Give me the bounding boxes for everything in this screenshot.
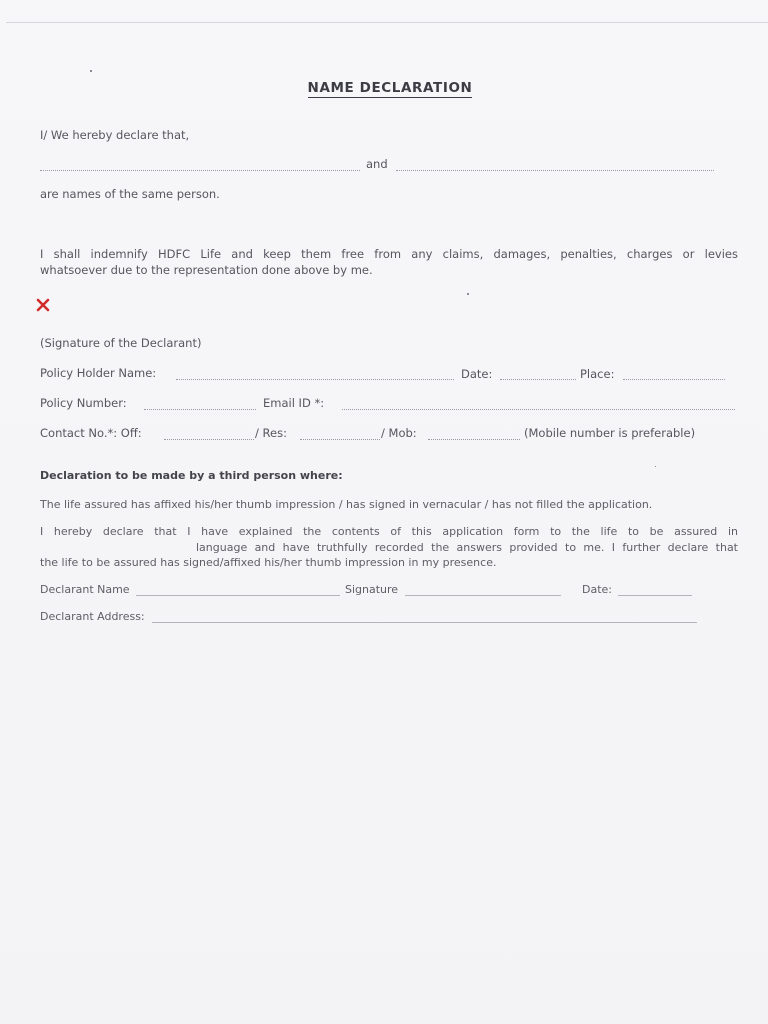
contact-mob-label: / Mob: <box>381 426 417 440</box>
policy-holder-name-field[interactable] <box>176 379 454 380</box>
email-label: Email ID *: <box>263 396 325 410</box>
signature-of-declarant-label: (Signature of the Declarant) <box>40 336 202 350</box>
page-title: NAME DECLARATION <box>307 80 473 96</box>
policy-holder-name-label: Policy Holder Name: <box>40 366 157 380</box>
cross-mark-icon <box>36 298 50 312</box>
contact-off-field[interactable] <box>164 439 254 440</box>
contact-res-field[interactable] <box>300 439 380 440</box>
scan-speck <box>467 293 469 295</box>
third-person-condition: The life assured has affixed his/her thumb impression / has signed in vernacular / has not filled the application. <box>40 498 653 511</box>
declarant-address-field[interactable] <box>152 622 697 623</box>
mobile-preferable-note: (Mobile number is preferable) <box>524 426 696 440</box>
date-field[interactable] <box>500 379 576 380</box>
declarant-address-label: Declarant Address: <box>40 610 145 623</box>
third-person-declaration-line-3: the life to be assured has signed/affixed his/her thumb impression in my presence. <box>40 556 497 569</box>
declarant-signature-label: Signature <box>345 583 399 596</box>
third-person-heading: Declaration to be made by a third person where: <box>40 469 343 482</box>
declarant-date-label: Date: <box>582 583 612 596</box>
place-field[interactable] <box>623 379 725 380</box>
intro-text: I/ We hereby declare that, <box>40 128 190 142</box>
third-person-declaration-line-2: language and have truthfully recorded the answers provided to me. I further declare that <box>196 541 738 554</box>
contact-res-label: / Res: <box>255 426 287 440</box>
scan-edge-line <box>6 22 768 23</box>
date-label: Date: <box>461 367 493 381</box>
scan-speck <box>90 70 92 72</box>
and-text: and <box>366 157 388 171</box>
policy-number-label: Policy Number: <box>40 396 127 410</box>
contact-off-label: Contact No.*: Off: <box>40 426 142 440</box>
declarant-signature-field[interactable] <box>405 595 561 596</box>
same-person-text: are names of the same person. <box>40 187 220 201</box>
declarant-name-label: Declarant Name <box>40 583 130 596</box>
third-person-declaration-line-1: I hereby declare that I have explained the contents of this application form to the life to be assured in <box>40 525 738 538</box>
name-one-field[interactable] <box>40 170 360 171</box>
indemnify-line-2: whatsoever due to the representation done above by me. <box>40 263 373 277</box>
declarant-name-field[interactable] <box>136 595 340 596</box>
place-label: Place: <box>580 367 615 381</box>
declarant-date-field[interactable] <box>618 595 692 596</box>
email-field[interactable] <box>342 409 735 410</box>
indemnify-line-1: I shall indemnify HDFC Life and keep them free from any claims, damages, penalties, charges or levies <box>40 247 738 261</box>
contact-mob-field[interactable] <box>428 439 520 440</box>
policy-number-field[interactable] <box>144 409 256 410</box>
name-two-field[interactable] <box>396 170 714 171</box>
scan-speck <box>655 466 656 467</box>
